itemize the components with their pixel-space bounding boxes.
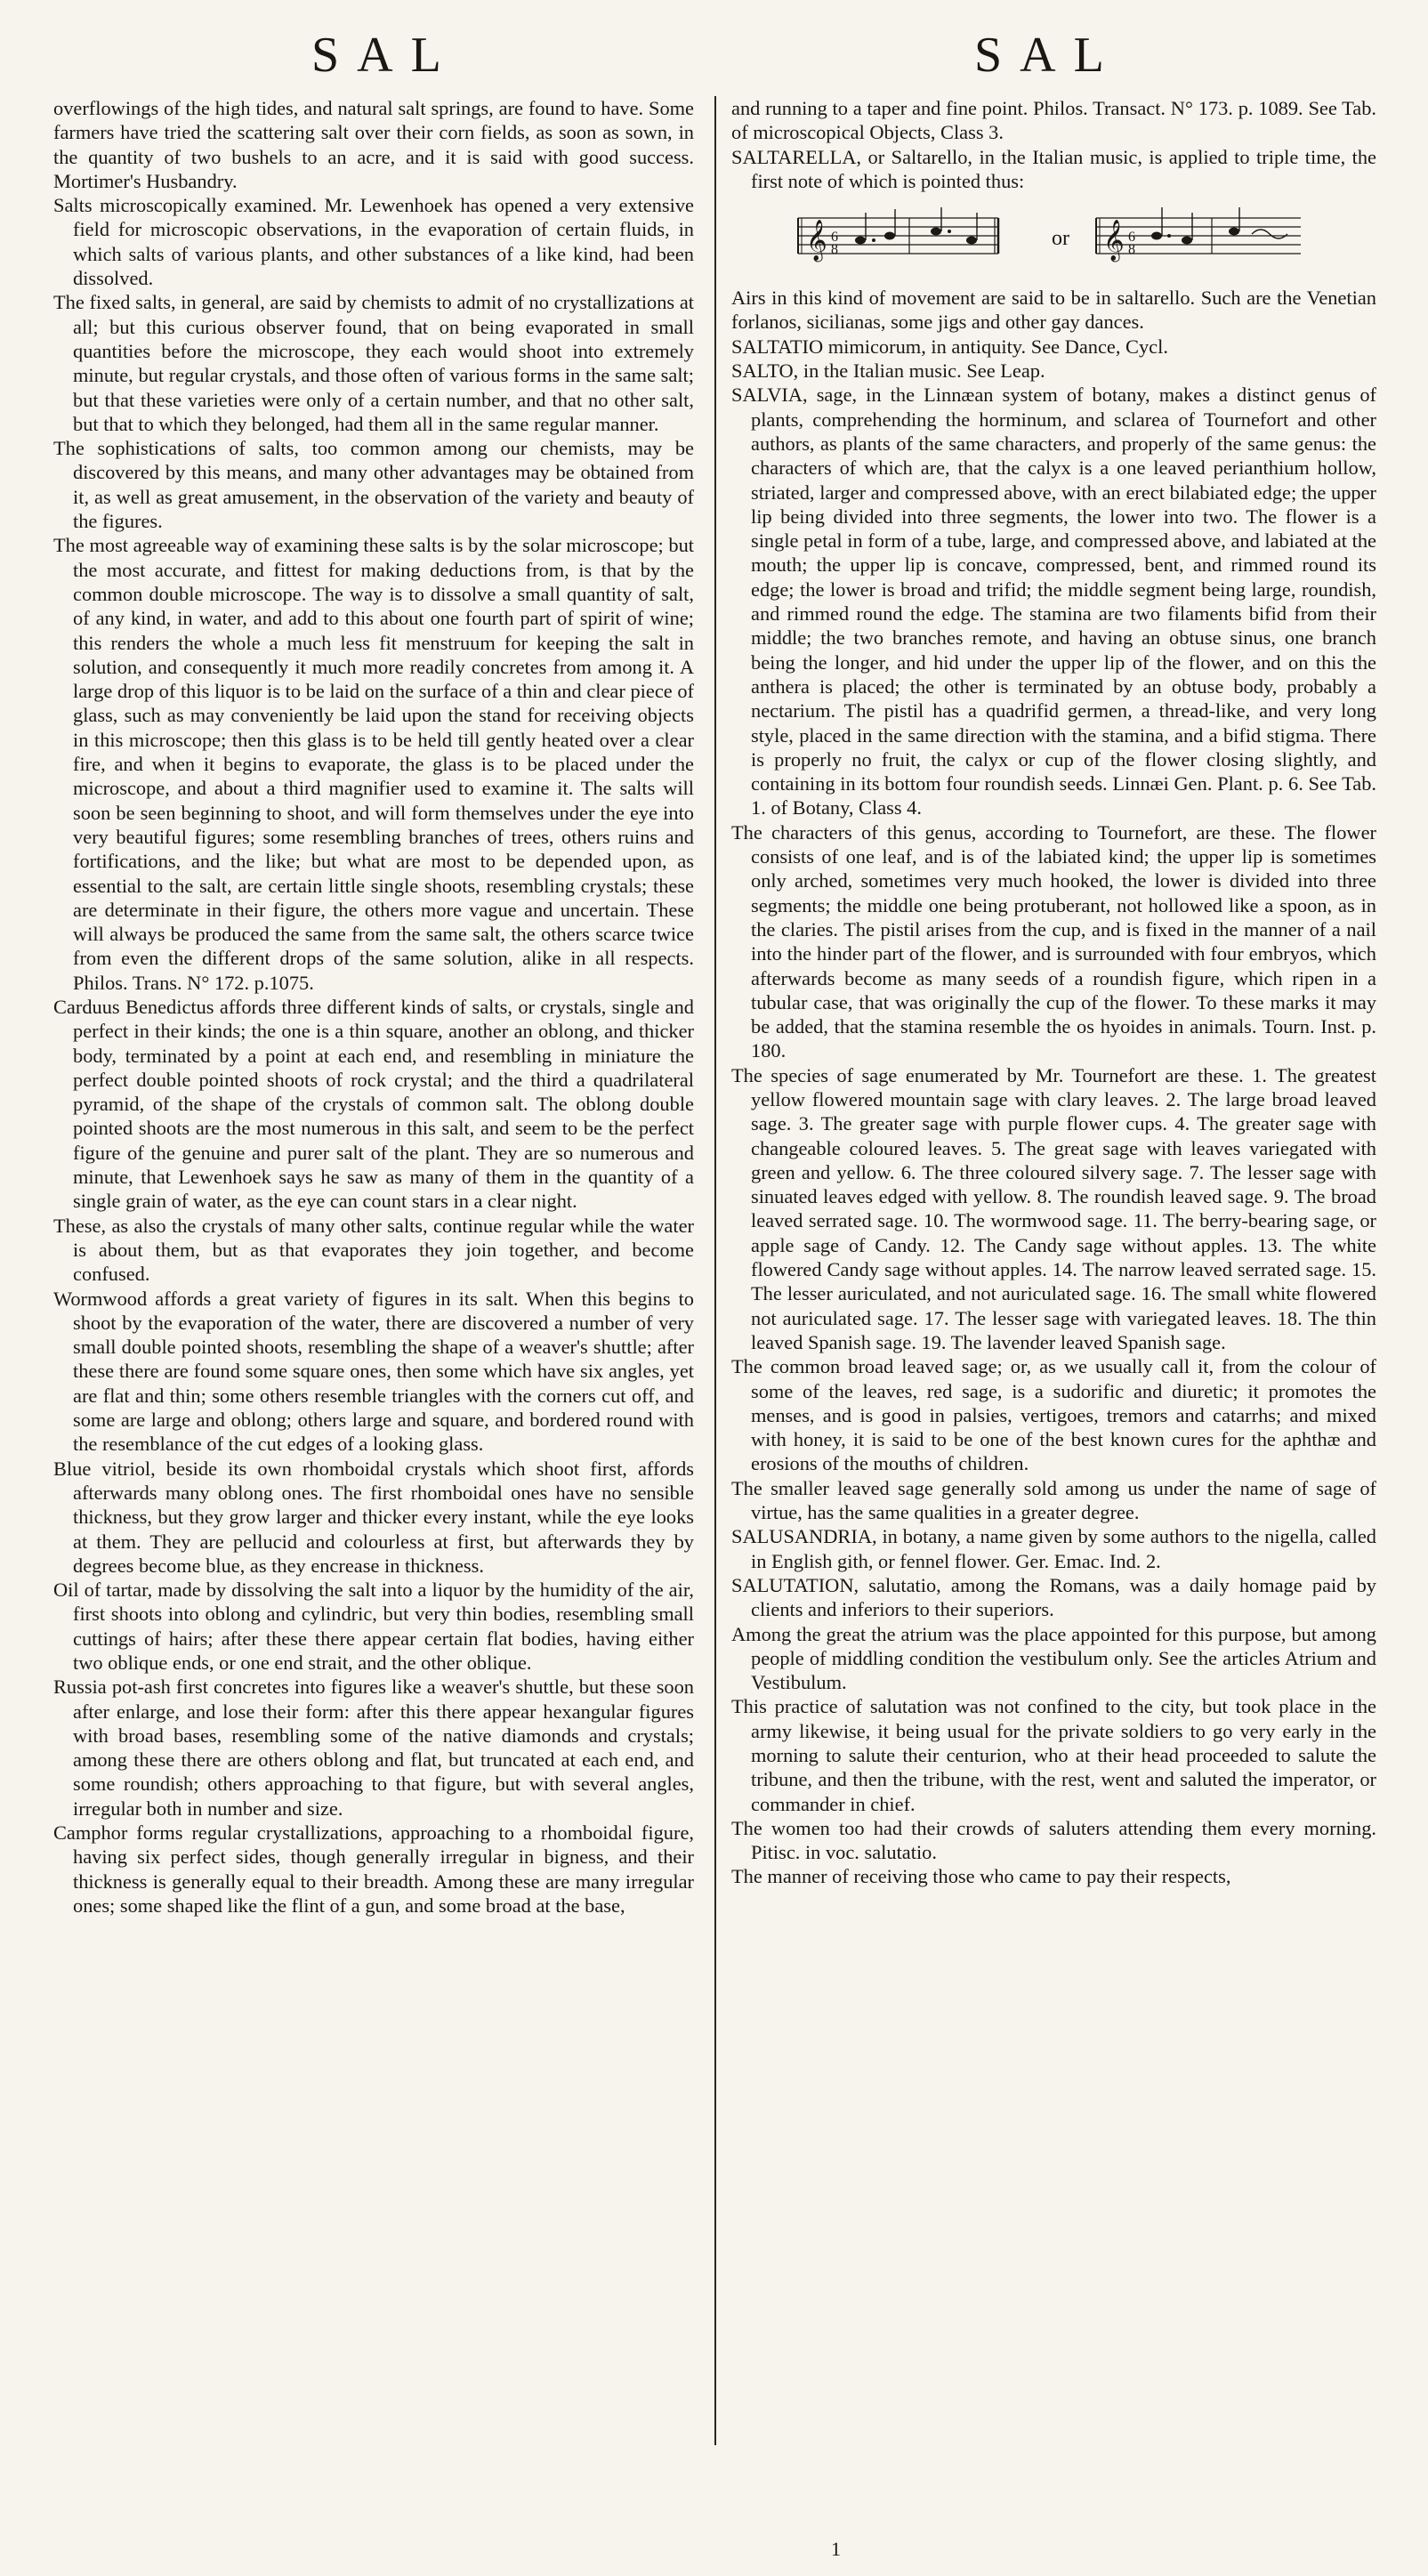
paragraph: Blue vitriol, beside its own rhomboidal crystals which shoot first, affords afterwards many oblong ones. The first rhomboidal ones have no sensible thickness, but they grow larger and thicker every instant, while the eye looks at them. They are pellucid and colourless at first, but afterwards they by degrees become blue, as they encrease in thickness. bbox=[53, 1457, 694, 1577]
paragraph: Camphor forms regular crystallizations, approaching to a rhomboidal figure, having six perfect sides, though generally irregular in bigness, and their thickness is generally equal to their breadth. Among these are many irregular ones; some shaped like the flint of a gun, and some broad at the base, bbox=[53, 1821, 694, 1917]
running-head-left: SAL bbox=[311, 28, 459, 83]
page-number: 1 bbox=[831, 2538, 841, 2560]
svg-text:6: 6 bbox=[831, 230, 838, 246]
paragraph: Wormwood affords a great variety of figures in its salt. When this begins to shoot by the evaporation of the water, there are discovered a number of very small double pointed shoots, resembling the shape of a weaver's shuttle; after these there are found some square ones, then some which have six angles, yet are flat and thin; some others resemble triangles with the corners cut off, and some are large and oblong; others large and square, and bordered round with the resemblance of the cut edges of a looking glass. bbox=[53, 1287, 694, 1456]
entry-salvia: SALVIA, sage, in the Linnæan system of botany, makes a distinct genus of plants, comprehending the horminum, and sclarea of Tournefort and other authors, as plants of the same characters, and properly of the same genus: the characters of which are, that the calyx is a one leaved perianthium hollow, striated, larger and compressed above, with an erect bilabiated edge; the upper lip being divided into three segments, the lower into two. The flower is a single petal in form of a tube, large, and compressed above, and labiated at the mouth; the upper lip is concave, compressed, bent, and rimmed round its edge; the lower is broad and trifid; the middle segment being large, roundish, and rimmed round the edge. The stamina are two filaments bifid from their middle; the two branches remote, and having an obtuse sinus, one branch being the longer, and hid under the upper lip of the flower, and on this the anthera is placed; the other is terminated by an obtuse body, probably a nectarium. The pistil has a quadrifid germen, a thread-like, and very long style, placed in the same direction with the stamina, and a bifid stigma. There is properly no fruit, the calyx or cup of the flower closing slightly, and containing in its bottom four roundish seeds. Linnæi Gen. Plant. p. 6. See Tab. 1. of Botany, Class 4. bbox=[731, 384, 1376, 820]
paragraph: These, as also the crystals of many other salts, continue regular while the water is about them, but as that evaporates they join together, and become confused. bbox=[53, 1214, 694, 1286]
paragraph: Russia pot-ash first concretes into figures like a weaver's shuttle, but these soon after enlarge, and lose their form: after this there appear hexangular figures with broad bases, resembling some of the native diamonds and crystals; among these there are others oblong and flat, but truncated at each end, and some roundish; others approaching to that figure, but with several angles, irregular both in number and size. bbox=[53, 1676, 694, 1820]
paragraph: The women too had their crowds of saluters attending them every morning. Pitisc. in voc. salutatio. bbox=[731, 1816, 1376, 1864]
music-notation-figure bbox=[731, 200, 1354, 277]
paragraph: The fixed salts, in general, are said by chemists to admit of no crystallizations at all; but this curious observer found, that on being evaporated in small quantities before the microscope, they each would shoot into extremely minute, but regular crystals, and those often of various forms in the same salt; but that these varieties were only of a certain number, and that no other salt, but that to which they belonged, had them all in the same regular manner. bbox=[53, 291, 694, 435]
svg-text:6: 6 bbox=[1128, 230, 1135, 246]
paragraph: Airs in this kind of movement are said to be in saltarello. Such are the Venetian forlanos, sicilianas, some jigs and other gay dances. bbox=[731, 287, 1376, 334]
paragraph: The most agreeable way of examining these salts is by the solar microscope; but the most accurate, and fittest for making deductions from, is that by the common double microscope. The way is to dissolve a small quantity of salt, of any kind, in water, and add to this about one fourth part of spirit of wine; this renders the whole a much less fit menstruum for keeping the salt in solution, and consequently it much more readily concretes from among it. A large drop of this liquor is to be laid on the surface of a thin and clear piece of glass, such as may conveniently be laid upon the stand for receiving objects in this microscope; then this glass is to be held till gently heated over a clear fire, and when it begins to evaporate, the glass is to be placed under the microscope, and about a third magnifier used to examine it. The salts will soon be seen beginning to shoot, and will form themselves under the eye into very beautiful figures; some resembling branches of trees, others ruins and fortifications, and the like; but what are most to be depended upon, as essential to the salt, are certain little single shoots, resembling crystals; these are determinate in their figure, the others more vague and uncertain. These will always be produced the same from the same salt, the others scarce twice from even the different drops of the same solution, alike in all respects. Philos. Trans. N° 172. p.1075. bbox=[53, 534, 694, 994]
entry-salusandria: SALUSANDRIA, in botany, a name given by some authors to the nigella, called in English gith, or fennel flower. Ger. Emac. Ind. 2. bbox=[731, 1525, 1376, 1572]
running-head-right: SAL bbox=[974, 28, 1122, 83]
paragraph: Among the great the atrium was the place appointed for this purpose, but among people of middling condition the vestibulum only. See the articles Atrium and Vestibulum. bbox=[731, 1622, 1376, 1694]
left-column bbox=[53, 96, 694, 2410]
paragraph: Salts microscopically examined. Mr. Lewenhoek has opened a very extensive field for microscopic observations, in the evaporation of certain fluids, in which salts of various plants, and other substances of a like kind, had been dissolved. bbox=[53, 194, 694, 290]
paragraph: The common broad leaved sage; or, as we usually call it, from the colour of some of the leaves, red sage, is a sudorific and diuretic; it promotes the menses, and is good in palsies, vertigoes, tremors and catarrhs; and mixed with honey, it is said to be one of the best known cures for the aphthæ and erosions of the mouths of children. bbox=[731, 1355, 1376, 1475]
svg-text:𝄞: 𝄞 bbox=[806, 220, 827, 262]
music-example bbox=[731, 200, 1376, 277]
entry-saltatio: SALTATIO mimicorum, in antiquity. See Dance, Cycl. bbox=[731, 335, 1168, 358]
paragraph: and running to a taper and fine point. Philos. Transact. N° 173. p. 1089. See Tab. of microscopical Objects, Class 3. bbox=[731, 97, 1376, 144]
entry-salutation: SALUTATION, salutatio, among the Romans, was a daily homage paid by clients and inferiors to their superiors. bbox=[731, 1573, 1376, 1621]
svg-text:𝄞: 𝄞 bbox=[1103, 220, 1125, 262]
paragraph: The manner of receiving those who came to pay their respects, bbox=[731, 1865, 1231, 1888]
right-column bbox=[731, 96, 1376, 2410]
column-rule bbox=[714, 96, 716, 2445]
svg-text:8: 8 bbox=[1128, 242, 1135, 258]
paragraph: Carduus Benedictus affords three different kinds of salts, or crystals, single and perfect in their kinds; the one is a thin square, another an oblong, and thicker body, terminated by a point at each end, and resembling in miniature the perfect double pointed shoots of rock crystal; and the third a quadrilateral pyramid, of the shape of the crystals of common salt. The oblong double pointed shoots are the most numerous in this salt, and seem to be the perfect figure of the genuine and purer salt of the plant. They are so numerous and minute, that Lewenhoek says he saw as many of them in the quantity of a single grain of water, as the eye can count stars in a clear night. bbox=[53, 995, 694, 1213]
running-head bbox=[0, 27, 1428, 89]
svg-text:8: 8 bbox=[831, 242, 838, 258]
paragraph: This practice of salutation was not confined to the city, but took place in the army likewise, it being usual for the private soldiers to go very early in the morning to salute their centurion, who at their head proceeded to salute the tribune, and then the tribune, with the rest, went and saluted the imperator, or commander in chief. bbox=[731, 1695, 1376, 1815]
paragraph: The smaller leaved sage generally sold among us under the name of sage of virtue, has the same qualities in a greater degree. bbox=[731, 1476, 1376, 1524]
paragraph: Oil of tartar, made by dissolving the salt into a liquor by the humidity of the air, first shoots into oblong and cylindric, but very thin bodies, resembling small cuttings of hairs; after these there appear certain flat bodies, having either two oblique ends, or one end strait, and the other oblique. bbox=[53, 1579, 694, 1674]
paragraph: The species of sage enumerated by Mr. Tournefort are these. 1. The greatest yellow flowered mountain sage with clary leaves. 2. The large broad leaved sage. 3. The greater sage with purple flower cups. 4. The greater sage with changeable coloured leaves. 5. The great sage with leaves variegated with green and yellow. 6. The three coloured silvery sage. 7. The lesser sage with sinuated leaves edged with yellow. 8. The roundish leaved sage. 9. The broad leaved serrated sage. 10. The wormwood sage. 11. The berry-bearing sage, or apple sage of Candy. 12. The Candy sage without apples. 13. The white flowered Candy sage without apples. 14. The narrow leaved serrated sage. 15. The lesser auriculated, and not auriculated sage. 16. The small white flowered not auriculated sage. 17. The lesser sage with variegated leaves. 18. The thin leaved Spanish sage. 19. The lavender leaved Spanish sage. bbox=[731, 1063, 1376, 1353]
paragraph: The sophistications of salts, too common among our chemists, may be discovered by this means, and many other advantages may be obtained from it, as well as great amusement, in the observation of the variety and beauty of the figures. bbox=[53, 437, 694, 533]
music-connector: or bbox=[1052, 227, 1069, 251]
paragraph: overflowings of the high tides, and natural salt springs, are found to have. Some farmers have tried the scattering salt over their corn fields, as soon as sown, in the quantity of two bushels to an acre, and it is said with good success. Mortimer's Husbandry. bbox=[53, 97, 694, 192]
entry-salto: SALTO, in the Italian music. See Leap. bbox=[731, 359, 1045, 383]
entry-saltarella: SALTARELLA, or Saltarello, in the Italian music, is applied to triple time, the first note of which is pointed thus: bbox=[731, 145, 1376, 192]
paragraph: The characters of this genus, according to Tournefort, are these. The flower consists of one leaf, and is of the labiated kind; the upper lip is sometimes only arched, sometimes very much hooked, the lower is divided into three segments; the middle one being protuberant, not hollowed like a spoon, as in the claries. The pistil arises from the cup, and is fixed in the manner of a nail into the hinder part of the flower, and is surrounded with four embryos, which afterwards become as many seeds of a roundish figure, which ripen in a tubular case, that was originally the cup of the flower. To these marks it may be added, that the stamina resemble the os hyoides in animals. Tourn. Inst. p. 180. bbox=[731, 820, 1376, 1062]
